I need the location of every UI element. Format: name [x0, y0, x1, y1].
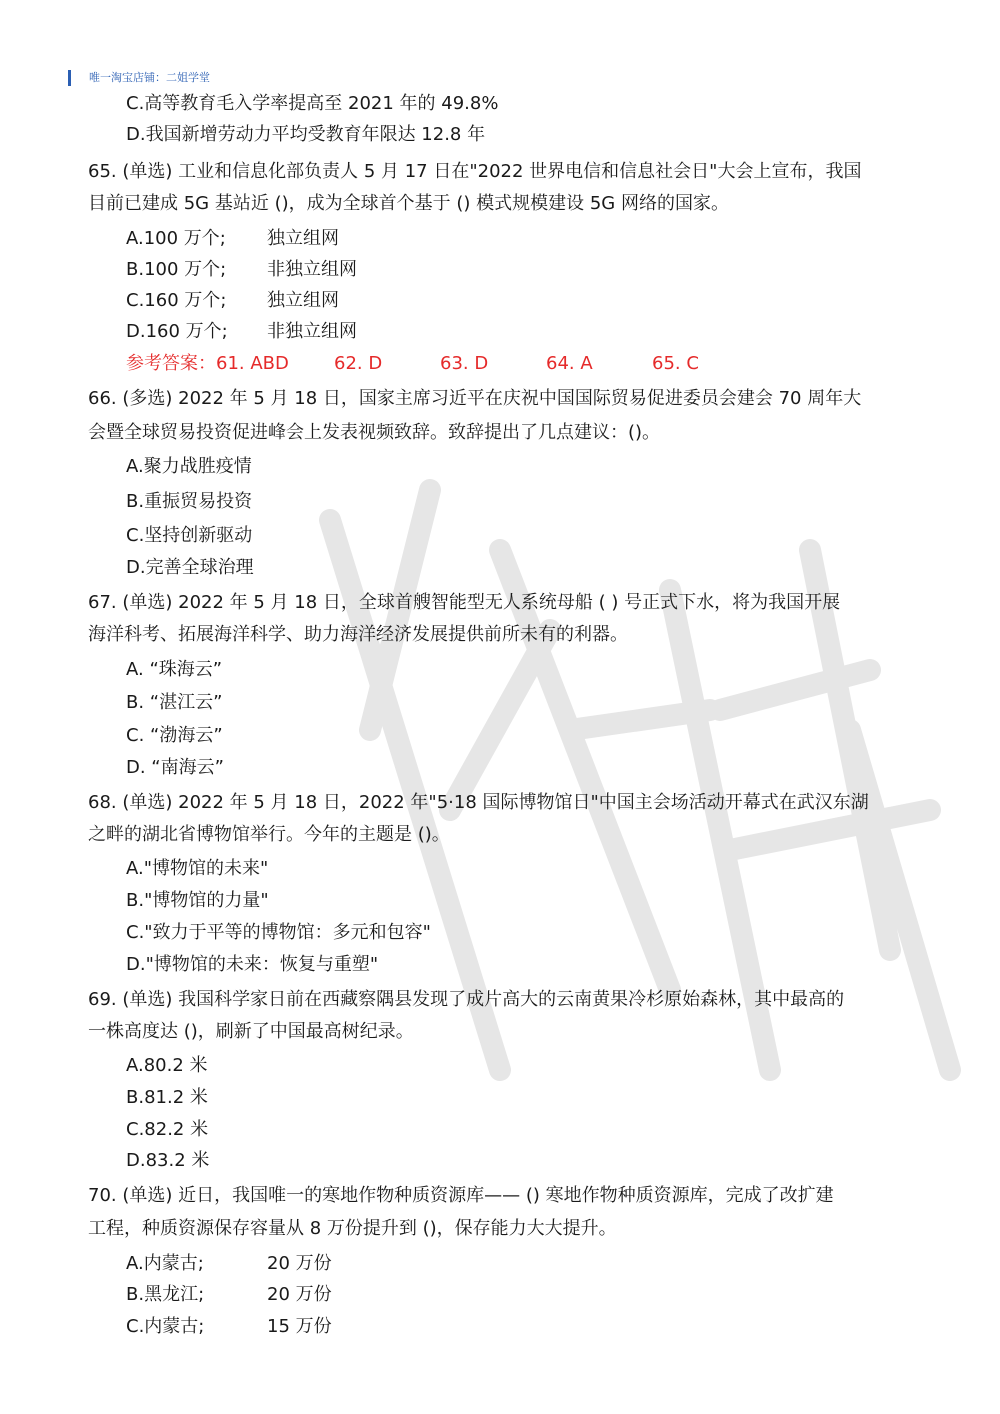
question-69-line-1: 69. (单选) 我国科学家日前在西藏察隅县发现了成片高大的云南黄果冷杉原始森林，其中最高的 — [88, 989, 845, 1010]
option-69-c: C.82.2 米 — [126, 1119, 209, 1140]
option-text-col2: 非独立组网 — [267, 259, 357, 280]
option-70-b — [126, 1282, 332, 1308]
question-69-line-2: 一株高度达 ()，刷新了中国最高树纪录。 — [88, 1021, 414, 1042]
question-66-line-2: 会暨全球贸易投资促进峰会上发表视频致辞。致辞提出了几点建议：()。 — [88, 422, 661, 443]
option-text: C.内蒙古; — [126, 1316, 205, 1337]
option-text-col2: 15 万份 — [267, 1316, 332, 1337]
option-line: D.我国新增劳动力平均受教育年限达 12.8 年 — [126, 124, 486, 145]
question-67-line-2: 海洋科考、拓展海洋科学、助力海洋经济发展提供前所未有的利器。 — [88, 624, 628, 645]
question-68-line-2: 之畔的湖北省博物馆举行。今年的主题是 ()。 — [88, 824, 450, 845]
question-65-line-2: 目前已建成 5G 基站近 ()，成为全球首个基于 () 模式规模建设 5G 网络的国家。 — [88, 193, 729, 214]
option-66-b: B.重振贸易投资 — [126, 491, 253, 512]
page-header — [68, 70, 210, 86]
question-66-line-1: 66. (多选) 2022 年 5 月 18 日，国家主席习近平在庆祝中国国际贸易促进委员会建会 70 周年大 — [88, 388, 862, 409]
question-70-line-2: 工程，种质资源保存容量从 8 万份提升到 ()，保存能力大大提升。 — [88, 1218, 617, 1239]
question-68-line-1: 68. (单选) 2022 年 5 月 18 日，2022 年"5·18 国际博物馆日"中国主会场活动开幕式在武汉东湖 — [88, 792, 869, 813]
option-70-c — [126, 1314, 332, 1340]
question-65-line-1: 65. (单选) 工业和信息化部负责人 5 月 17 日在"2022 世界电信和信息社会日"大会上宣布，我国 — [88, 161, 862, 182]
question-70-line-1: 70. (单选) 近日，我国唯一的寒地作物种质资源库—— () 寒地作物种质资源库，完成了改扩建 — [88, 1185, 834, 1206]
option-line: C.高等教育毛入学率提高至 2021 年的 49.8% — [126, 93, 499, 114]
option-67-c: C. “渤海云” — [126, 725, 223, 746]
option-67-d: D. “南海云” — [126, 757, 224, 778]
option-text: B.100 万个; — [126, 259, 227, 280]
option-65-d — [126, 319, 357, 345]
option-66-a: A.聚力战胜疫情 — [126, 456, 252, 477]
answer-key — [126, 351, 699, 377]
option-text: B.黑龙江; — [126, 1284, 205, 1305]
option-text-col2: 20 万份 — [267, 1284, 332, 1305]
option-69-b: B.81.2 米 — [126, 1087, 208, 1108]
answer-61: 61. ABD — [216, 353, 289, 374]
option-69-a: A.80.2 米 — [126, 1055, 208, 1076]
answer-64: 64. A — [546, 353, 593, 374]
option-text-col2: 独立组网 — [267, 290, 339, 311]
option-text: A.100 万个; — [126, 228, 226, 249]
option-text: A.内蒙古; — [126, 1253, 204, 1274]
option-68-c: C."致力于平等的博物馆：多元和包容" — [126, 922, 431, 943]
option-text: D.160 万个; — [126, 321, 228, 342]
option-65-b — [126, 257, 357, 283]
option-text-col2: 非独立组网 — [267, 321, 357, 342]
shop-label: 唯一淘宝店铺：二姐学堂 — [89, 71, 210, 84]
option-text: C.160 万个; — [126, 290, 227, 311]
option-67-a: A. “珠海云” — [126, 659, 223, 680]
question-67-line-1: 67. (单选) 2022 年 5 月 18 日，全球首艘智能型无人系统母船 ( ) 号正式下水，将为我国开展 — [88, 592, 841, 613]
option-text-col2: 20 万份 — [267, 1253, 332, 1274]
option-text-col2: 独立组网 — [267, 228, 339, 249]
option-65-a — [126, 226, 339, 252]
option-66-d: D.完善全球治理 — [126, 557, 254, 578]
option-68-a: A."博物馆的未来" — [126, 858, 269, 879]
option-67-b: B. “湛江云” — [126, 692, 223, 713]
option-69-d: D.83.2 米 — [126, 1150, 210, 1171]
option-65-c — [126, 288, 339, 314]
option-70-a — [126, 1251, 332, 1277]
answer-62: 62. D — [334, 353, 383, 374]
option-68-b: B."博物馆的力量" — [126, 890, 269, 911]
option-68-d: D."博物馆的未来：恢复与重塑" — [126, 954, 379, 975]
option-66-c: C.坚持创新驱动 — [126, 525, 253, 546]
answer-label: 参考答案： — [126, 353, 216, 374]
answer-65: 65. C — [652, 353, 699, 374]
answer-63: 63. D — [440, 353, 489, 374]
